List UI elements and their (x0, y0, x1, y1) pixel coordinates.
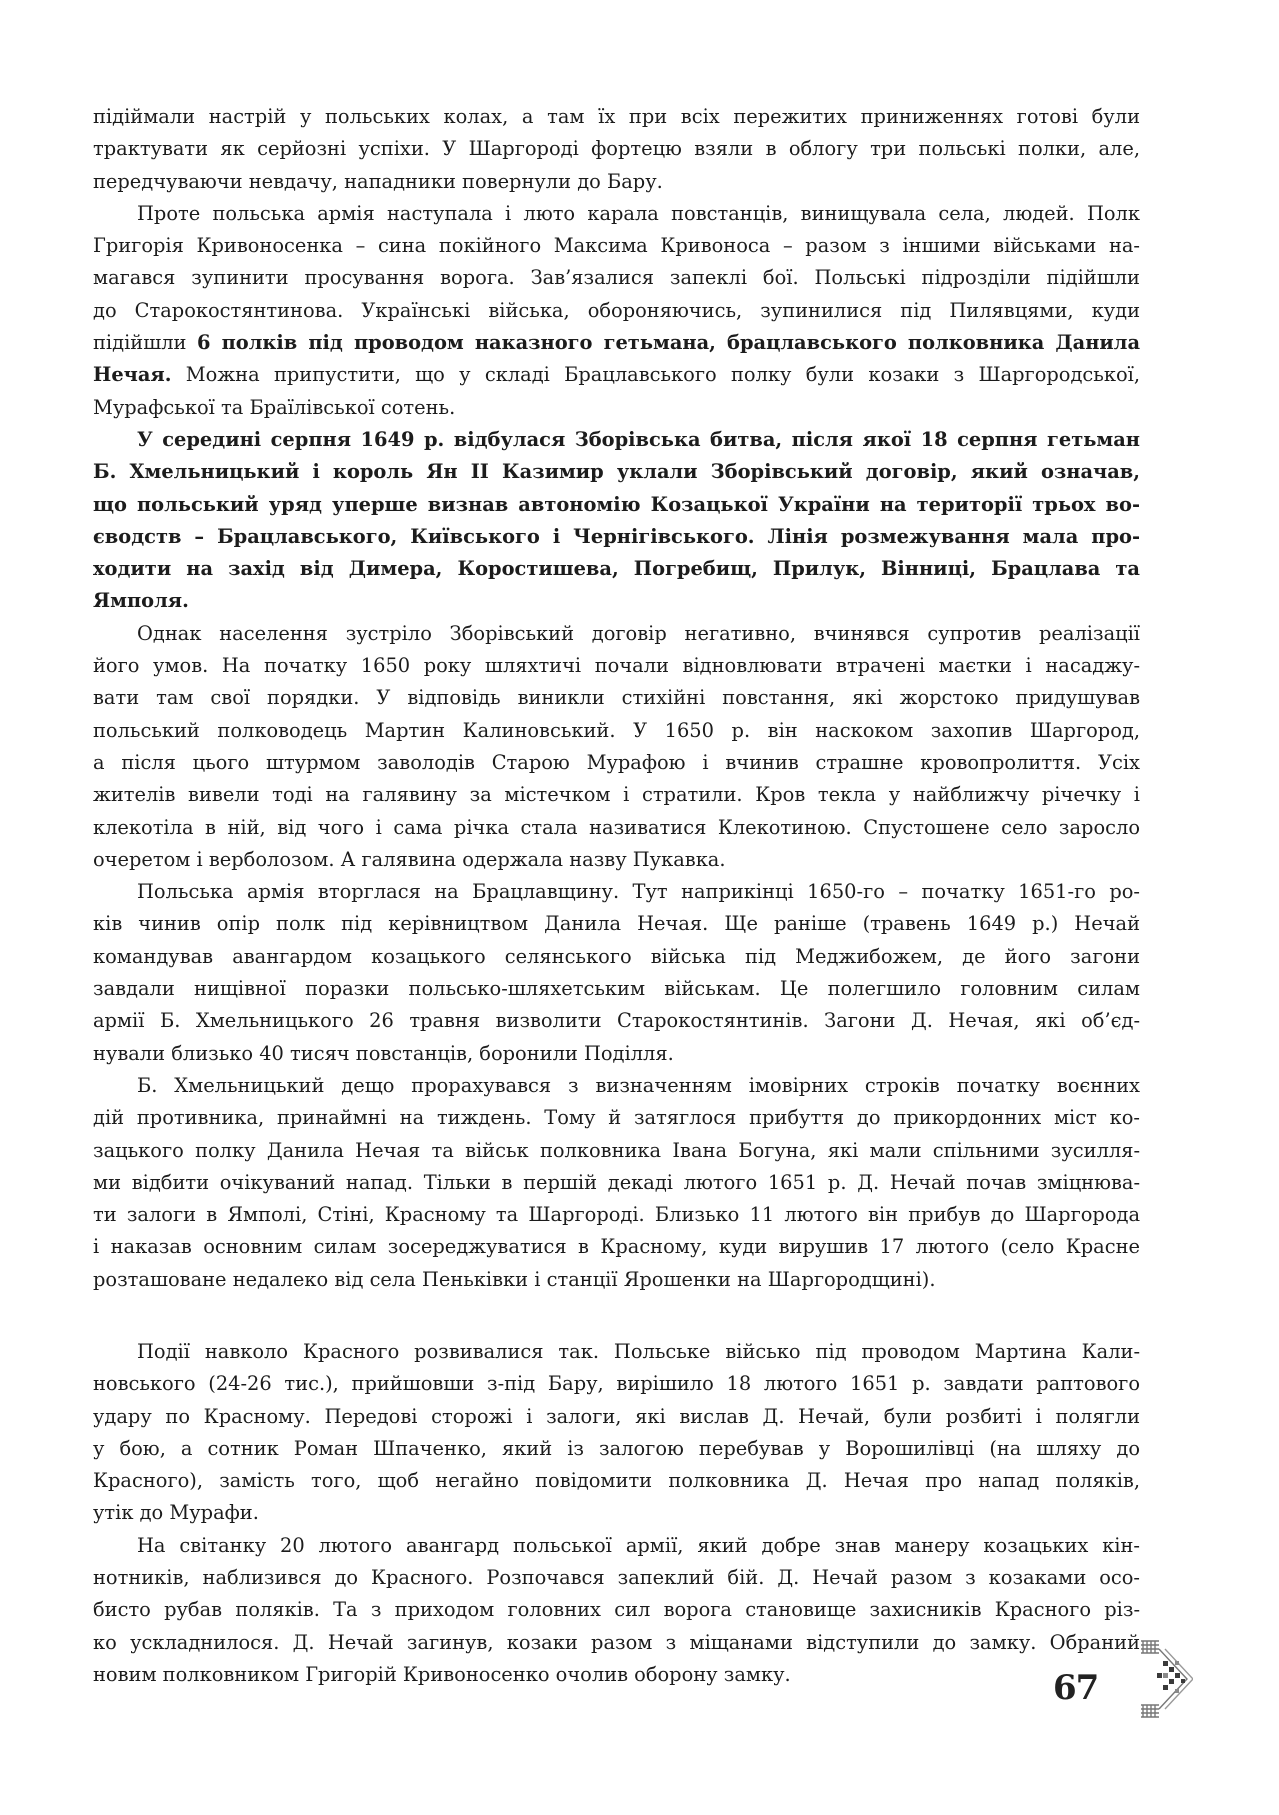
text-run: підійшли (93, 331, 187, 355)
text-line: підіймали настрій у польських колах, а там їх при всіх пережитих приниженнях готові були (93, 105, 1140, 128)
paragraph (93, 198, 1140, 424)
text-line: нували близько 40 тисяч повстанців, боронили Поділля. (93, 1041, 674, 1065)
text-line (93, 327, 1140, 359)
paragraph (93, 101, 1140, 198)
text-line: його умов. На початку 1650 року шляхтичі почали відновлювати втрачені маєтки і насаджу- (93, 654, 1140, 678)
embroidery-ornament-icon (1137, 1637, 1193, 1722)
text-line: Події навколо Красного розвивалися так. Польське військо під проводом Мартина Кали- (137, 1339, 1140, 1363)
text-line: ходити на захід від Димера, Коростишева, Погребищ, Прилук, Вінниці, Брацлава та (93, 557, 1140, 581)
paragraph (93, 1530, 1140, 1691)
text-line: клекотіла в ній, від чого і сама річка стала називатися Клекотиною. Спустошене село заросло (93, 815, 1140, 839)
text-line: Б. Хмельницький дещо прорахувався з визначенням імовірних строків початку воєнних (137, 1073, 1140, 1097)
text-line: На світанку 20 лютого авангард польської армії, який добре знав манеру козацьких кін- (137, 1533, 1140, 1557)
text-line: вати там свої порядки. У відповідь виникли стихійні повстання, які жорстоко придушував (93, 686, 1140, 710)
text-line: новського (24-26 тис.), прийшовши з-під Бару, вирішило 18 лютого 1651 р. завдати раптового (93, 1372, 1140, 1396)
text-line: розташоване недалеко від села Пеньківки і станції Ярошенки на Шаргородщині). (93, 1267, 936, 1291)
text-line: жителів вивели тоді на галявину за містечком і стратили. Кров текла у найближчу річечку і (93, 783, 1140, 807)
text-line: трактувати як серйозні успіхи. У Шаргороді фортецю взяли в облогу три польські полки, але, (93, 137, 1140, 161)
text-line: ків чинив опір полк під керівництвом Данила Нечая. Ще раніше (травень 1649 р.) Нечай (93, 912, 1140, 936)
text-line (93, 359, 1140, 391)
text-line: зацького полку Данила Нечая та військ полковника Івана Богуна, які мали спільними зусилля- (93, 1138, 1140, 1162)
page-number: 67 (1053, 1668, 1099, 1708)
bold-text-run: Нечая. (93, 363, 172, 387)
text-line: Красного), замість того, щоб негайно повідомити полковника Д. Нечая про напад поляків, (93, 1469, 1140, 1493)
text-line: польський полководець Мартин Калиновський. У 1650 р. він наскоком захопив Шаргород, (93, 718, 1140, 742)
text-line: Мурафської та Браїлівської сотень. (93, 395, 456, 419)
text-run: Можна припустити, що у складі Брацлавського полку були козаки з Шаргородської, (185, 363, 1140, 387)
text-line: армії Б. Хмельницького 26 травня визволити Старокостянтинів. Загони Д. Нечая, які об’єд- (93, 1009, 1140, 1033)
section-spacer (93, 1296, 1140, 1336)
text-line: бисто рубав поляків. Та з приходом головних сил ворога становище захисників Красного різ- (93, 1598, 1140, 1622)
text-line: ми відбити очікуваний напад. Тільки в першій декаді лютого 1651 р. Д. Нечай почав зміцнюва- (93, 1170, 1140, 1194)
text-line: Б. Хмельницький і король Ян II Казимир уклали Зборівський договір, який означав, (93, 460, 1140, 484)
text-line: Ямполя. (93, 589, 189, 613)
body-text (93, 101, 1140, 1691)
paragraph (93, 1336, 1140, 1530)
text-line: до Старокостянтинова. Українські війська, обороняючись, зупинилися під Пилявцями, куди (93, 298, 1140, 322)
text-line: нотників, наблизився до Красного. Розпочався запеклий бій. Д. Нечай разом з козаками осо- (93, 1566, 1140, 1590)
text-line: Однак населення зустріло Зборівський договір негативно, вчинявся супротив реалізації (137, 621, 1140, 645)
text-line: єводств – Брацлавського, Київського і Чернігівського. Лінія розмежування мала про- (93, 524, 1140, 548)
bold-paragraph (93, 424, 1140, 618)
text-line: удару по Красному. Передові сторожі і залоги, які вислав Д. Нечай, були розбиті і полягли (93, 1404, 1140, 1428)
text-line: Григорія Кривоносенка – сина покійного Максима Кривоноса – разом з іншими військами на- (93, 234, 1140, 258)
text-line: новим полковником Григорій Кривоносенко очолив оборону замку. (93, 1662, 791, 1686)
text-line: у бою, а сотник Роман Шпаченко, який із залогою перебував у Ворошилівці (на шляху до (93, 1436, 1140, 1460)
text-line: ко ускладнилося. Д. Нечай загинув, козаки разом з міщанами відступили до замку. Обраний (93, 1630, 1140, 1654)
text-line: а після цього штурмом заволодів Старою Мурафою і вчинив страшне кровопролиття. Усіх (93, 750, 1140, 774)
text-line: командував авангардом козацького селянського війська під Меджибожем, де його загони (93, 944, 1140, 968)
text-line: Проте польська армія наступала і люто карала повстанців, винищувала села, людей. Полк (137, 201, 1140, 225)
text-line: що польський уряд уперше визнав автономію Козацької України на території трьох во- (93, 492, 1140, 516)
text-line: передчуваючи невдачу, нападники повернули до Бару. (93, 169, 663, 193)
text-line: утік до Мурафи. (93, 1501, 259, 1525)
text-line: магався зупинити просування ворога. Зав’язалися запеклі бої. Польські підрозділи підійшли (93, 266, 1140, 290)
text-line: завдали нищівної поразки польсько-шляхетським військам. Це полегшило головним силам (93, 977, 1140, 1001)
text-line: ти залоги в Ямполі, Стіні, Красному та Шаргороді. Близько 11 лютого він прибув до Шаргорода (93, 1203, 1140, 1227)
text-line: і наказав основним силам зосереджуватися в Красному, куди вирушив 17 лютого (село Красне (93, 1235, 1140, 1259)
bold-text-run: 6 полків під проводом наказного гетьмана, брацлавського полковника Данила (197, 331, 1141, 355)
paragraph (93, 1070, 1140, 1296)
text-line: очеретом і верболозом. А галявина одержала назву Пукавка. (93, 847, 726, 871)
text-line: У середині серпня 1649 р. відбулася Зборівська битва, після якої 18 серпня гетьман (137, 427, 1140, 451)
text-line: дій противника, принаймні на тиждень. Тому й затяглося прибуття до прикордонних міст ко- (93, 1106, 1140, 1130)
paragraph (93, 876, 1140, 1070)
text-line: Польська армія вторглася на Брацлавщину. Тут наприкінці 1650-го – початку 1651-го ро- (137, 880, 1140, 904)
paragraph (93, 618, 1140, 876)
